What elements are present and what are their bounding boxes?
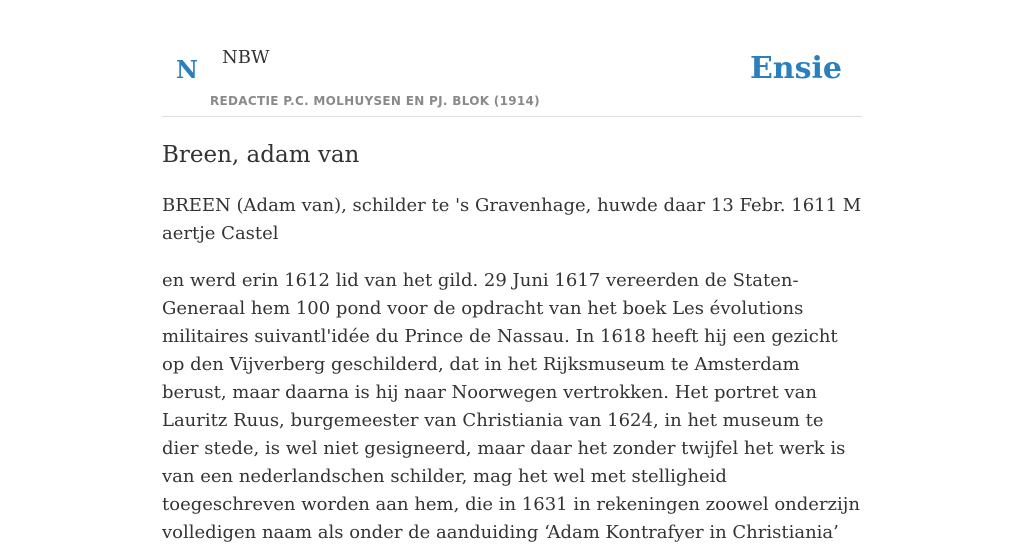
article-title: Breen, adam van — [162, 142, 360, 168]
article-paragraph-2: en werd erin 1612 lid van het gild. 29 Juni 1617 vereerden de Staten-Generaal hem 100 pond voor de opdracht van het boek Les évolutions militaires suivantl'idée du Prince de Nassau. In 1618 heeft hij een gezicht op den Vijverberg geschilderd, dat in het Rijksmuseum te Amsterdam berust, maar daarna is hij naar Noorwegen vertrokken. Het portret van Lauritz Ruus, burgemeester van Christiania van 1624, in het museum te dier stede, is wel niet gesigneerd, maar daar het zonder twijfel het werk is van een nederlandschen schilder, mag het wel met stelligheid toegeschreven worden aan hem, die in 1631 in rekeningen zoowel onderzijn volledigen naam als onder de aanduiding ‘Adam Kontrafyer in Christiania’ — [162, 270, 860, 543]
ensie-logo-link[interactable]: Ensie — [749, 51, 842, 86]
header — [162, 0, 862, 117]
source-logo-icon[interactable]: N — [176, 55, 198, 84]
article-paragraph-1: BREEN (Adam van), schilder te 's Gravenhage, huwde daar 13 Febr. 1611 M aertje Castel — [162, 195, 862, 244]
source-name-link[interactable]: NBW — [222, 47, 270, 68]
source-subtitle: REDACTIE P.C. MOLHUYSEN EN PJ. BLOK (1914) — [210, 94, 540, 108]
